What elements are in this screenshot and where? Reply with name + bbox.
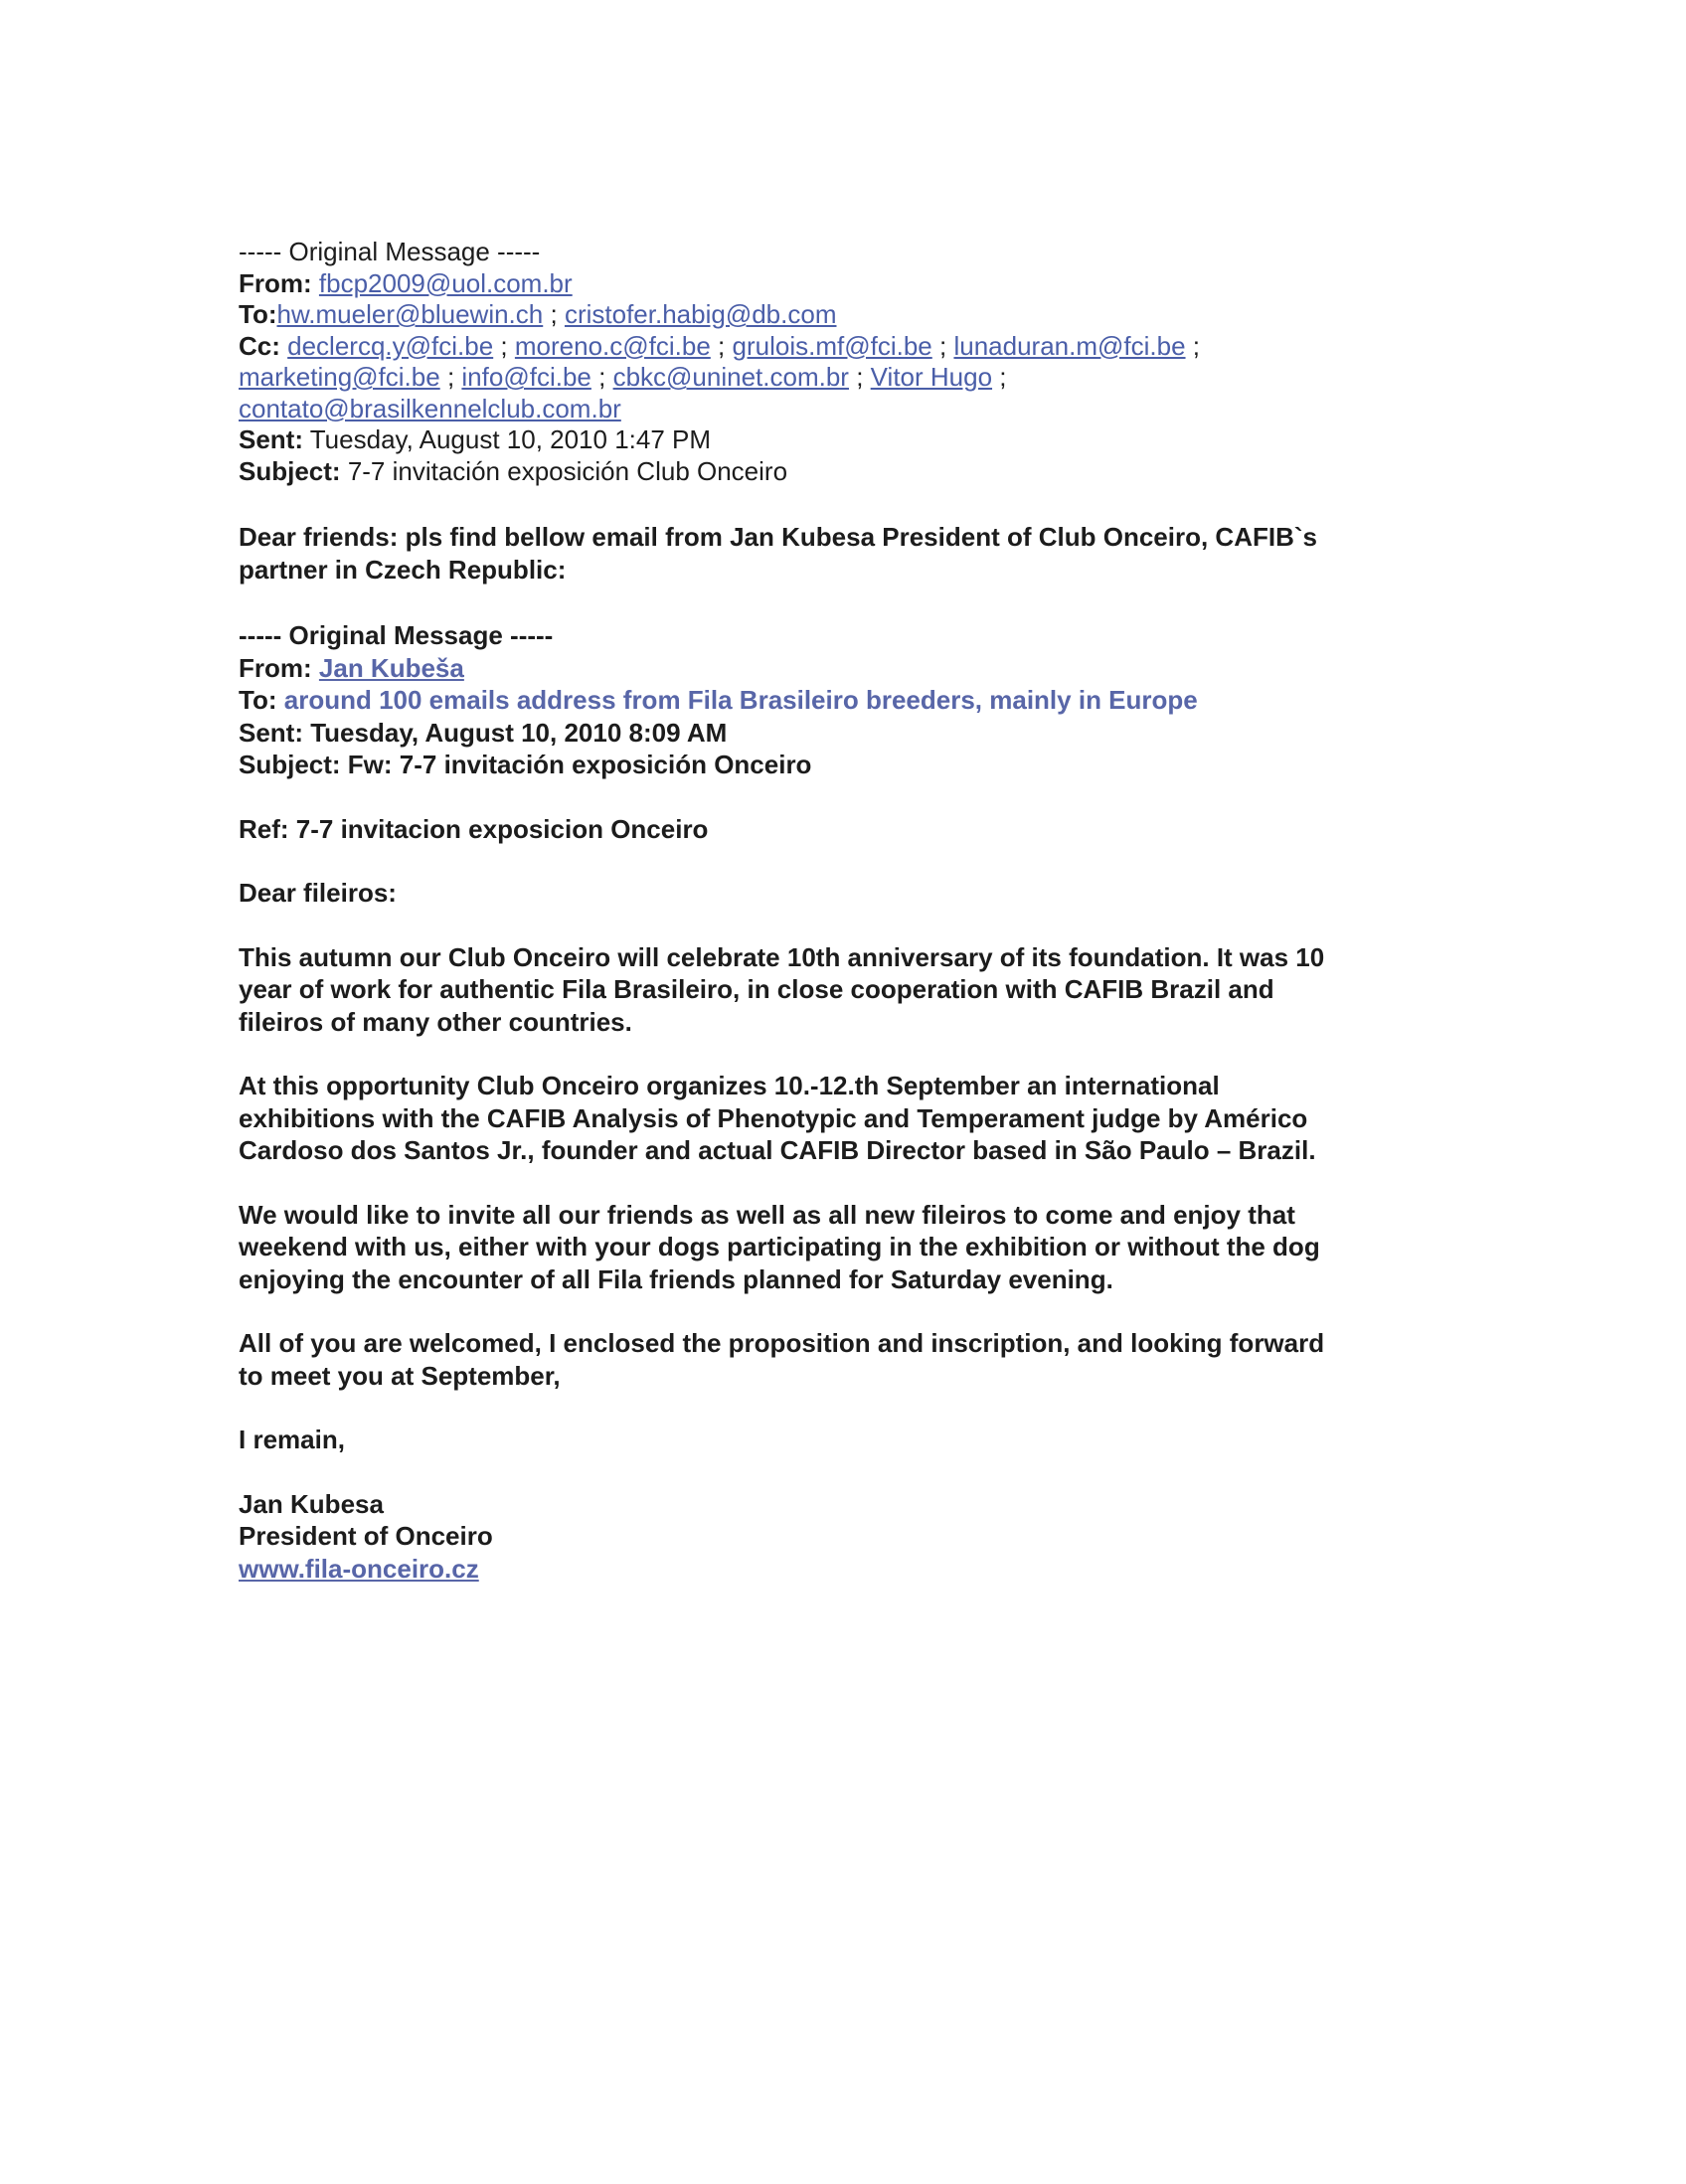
- signature: [239, 1488, 1422, 1586]
- intro-paragraph: [239, 521, 1422, 586]
- separator: ;: [500, 330, 508, 361]
- spacer: [239, 781, 1422, 813]
- signature-name: Jan Kubesa: [239, 1488, 384, 1519]
- cc-contact-link[interactable]: Vitor Hugo: [870, 362, 993, 392]
- text-line: to meet you at September,: [239, 1360, 561, 1391]
- separator: ;: [598, 362, 606, 392]
- from-label: From:: [239, 652, 312, 683]
- cc-email-link[interactable]: cbkc@uninet.com.br: [612, 362, 849, 392]
- sent-row: [239, 424, 1422, 456]
- separator: ;: [856, 362, 864, 392]
- paragraph-2: [239, 1070, 1422, 1167]
- to-row: [239, 684, 1422, 717]
- closing: I remain,: [239, 1425, 345, 1454]
- separator: ;: [938, 330, 947, 361]
- text-line: We would like to invite all our friends as well as all new fileiros to come and enjoy that: [239, 1199, 1295, 1230]
- cc-row-continued: [239, 362, 1422, 394]
- original-message-header-2: [239, 619, 1422, 781]
- from-name-link[interactable]: Jan Kubeša: [318, 652, 464, 683]
- paragraph-1: [239, 941, 1422, 1039]
- spacer: [239, 1456, 1422, 1488]
- paragraph-3: [239, 1199, 1422, 1296]
- text-line: All of you are welcomed, I enclosed the proposition and inscription, and looking forward: [239, 1328, 1325, 1358]
- spacer: [239, 586, 1422, 619]
- subject-value: 7-7 invitación exposición Club Onceiro: [347, 455, 788, 486]
- spacer: [239, 1038, 1422, 1070]
- cc-email-link[interactable]: info@fci.be: [461, 362, 591, 392]
- text-line: weekend with us, either with your dogs participating in the exhibition or without the dog: [239, 1232, 1320, 1261]
- from-row: [239, 652, 1422, 685]
- cc-email-link[interactable]: grulois.mf@fci.be: [732, 330, 932, 361]
- subject-row: [239, 456, 1422, 488]
- separator: ;: [446, 362, 455, 392]
- signature-website-link[interactable]: www.fila-onceiro.cz: [239, 1553, 479, 1584]
- text-line: At this opportunity Club Onceiro organizes 10.-12.th September an international: [239, 1071, 1220, 1100]
- spacer: [239, 1167, 1422, 1199]
- text-line: Dear friends: pls find bellow email from Jan Kubesa President of Club Onceiro, CAFIB`s: [239, 522, 1317, 552]
- email-body: [239, 237, 1422, 1585]
- from-label: From:: [239, 267, 312, 298]
- spacer: [239, 910, 1422, 941]
- text-line: fileiros of many other countries.: [239, 1006, 632, 1037]
- cc-email-link[interactable]: moreno.c@fci.be: [514, 330, 711, 361]
- cc-email-link[interactable]: lunaduran.m@fci.be: [953, 330, 1186, 361]
- cc-email-link[interactable]: contato@brasilkennelclub.com.br: [239, 393, 621, 423]
- text-line: This autumn our Club Onceiro will celebrate 10th anniversary of its foundation. It was 10: [239, 941, 1325, 972]
- cc-row-continued: [239, 394, 1422, 425]
- to-row: [239, 299, 1422, 331]
- text-line: enjoying the encounter of all Fila friends planned for Saturday evening.: [239, 1263, 1113, 1294]
- ref-line: Ref: 7-7 invitacion exposicion Onceiro: [239, 813, 709, 844]
- from-email-link[interactable]: fbcp2009@uol.com.br: [318, 267, 573, 298]
- to-label: To:: [239, 685, 277, 715]
- signature-title: President of Onceiro: [239, 1521, 493, 1551]
- spacer: [239, 1295, 1422, 1327]
- separator: ;: [1192, 330, 1200, 361]
- to-value: around 100 emails address from Fila Brasileiro breeders, mainly in Europe: [283, 685, 1198, 715]
- spacer: [239, 845, 1422, 877]
- cc-label: Cc:: [239, 330, 280, 361]
- subject-label: Subject:: [239, 455, 341, 486]
- separator: ;: [550, 299, 558, 329]
- paragraph-4: [239, 1327, 1422, 1392]
- sent-value: Tuesday, August 10, 2010 1:47 PM: [309, 424, 712, 454]
- spacer: [239, 1392, 1422, 1424]
- cc-row: [239, 331, 1422, 363]
- divider-line: ----- Original Message -----: [239, 237, 541, 266]
- divider-line: ----- Original Message -----: [239, 620, 554, 650]
- sent-row: Sent: Tuesday, August 10, 2010 8:09 AM: [239, 717, 728, 748]
- to-email-link[interactable]: hw.mueler@bluewin.ch: [276, 299, 544, 329]
- sent-label: Sent:: [239, 424, 303, 454]
- from-row: [239, 268, 1422, 300]
- text-line: year of work for authentic Fila Brasileiro, in close cooperation with CAFIB Brazil and: [239, 974, 1274, 1004]
- separator: ;: [718, 330, 726, 361]
- subject-row: Subject: Fw: 7-7 invitación exposición Onceiro: [239, 750, 812, 779]
- cc-email-link[interactable]: marketing@fci.be: [239, 362, 440, 392]
- spacer: [239, 487, 1422, 521]
- greeting: Dear fileiros:: [239, 878, 397, 908]
- to-email-link[interactable]: cristofer.habig@db.com: [564, 299, 837, 329]
- separator: ;: [999, 362, 1007, 392]
- to-label: To:: [239, 299, 277, 329]
- text-line: Cardoso dos Santos Jr., founder and actual CAFIB Director based in São Paulo – Brazil.: [239, 1135, 1316, 1165]
- text-line: exhibitions with the CAFIB Analysis of Phenotypic and Temperament judge by Américo: [239, 1102, 1308, 1133]
- text-line: partner in Czech Republic:: [239, 554, 567, 585]
- cc-email-link[interactable]: declercq.y@fci.be: [287, 330, 494, 361]
- original-message-header-1: [239, 237, 1422, 487]
